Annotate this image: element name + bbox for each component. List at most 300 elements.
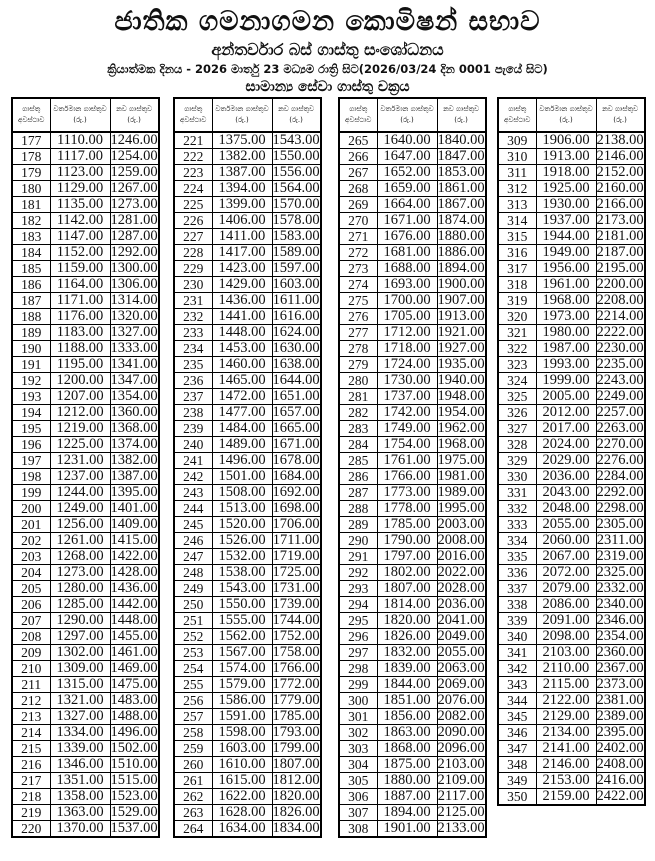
new-fare-cell: 2166.00 bbox=[596, 196, 644, 212]
current-fare-cell: 1460.00 bbox=[212, 357, 272, 373]
table-row bbox=[12, 421, 159, 437]
new-fare-cell: 1543.00 bbox=[272, 132, 320, 148]
fare-stage-cell: 275 bbox=[339, 293, 377, 309]
table-row bbox=[12, 629, 159, 645]
fare-stage-cell: 225 bbox=[174, 197, 212, 213]
new-fare-cell: 2181.00 bbox=[596, 228, 644, 244]
table-row bbox=[174, 245, 321, 261]
table-row bbox=[498, 245, 645, 261]
current-fare-cell: 1761.00 bbox=[377, 453, 437, 469]
new-fare-cell: 2222.00 bbox=[596, 324, 644, 340]
current-fare-cell: 1749.00 bbox=[377, 421, 437, 437]
fare-stage-cell: 330 bbox=[498, 469, 536, 485]
fare-stage-cell: 271 bbox=[339, 229, 377, 245]
current-fare-cell: 2036.00 bbox=[536, 469, 596, 485]
current-fare-cell: 1647.00 bbox=[377, 149, 437, 165]
fare-stage-cell: 267 bbox=[339, 165, 377, 181]
table-row bbox=[498, 229, 645, 245]
new-fare-cell: 2230.00 bbox=[596, 340, 644, 356]
fare-stage-cell: 303 bbox=[339, 741, 377, 757]
fare-stage-cell: 340 bbox=[498, 629, 536, 645]
fare-stage-cell: 250 bbox=[174, 597, 212, 613]
new-fare-cell: 1766.00 bbox=[272, 660, 320, 676]
current-fare-cell: 2017.00 bbox=[536, 421, 596, 437]
current-fare-cell: 1797.00 bbox=[377, 549, 437, 565]
fare-stage-cell: 280 bbox=[339, 373, 377, 389]
current-fare-cell: 1142.00 bbox=[50, 213, 110, 229]
new-fare-cell: 1428.00 bbox=[110, 564, 158, 580]
new-fare-cell: 2063.00 bbox=[437, 660, 485, 676]
fare-stage-cell: 318 bbox=[498, 277, 536, 293]
fare-stage-cell: 235 bbox=[174, 357, 212, 373]
new-fare-cell: 1711.00 bbox=[272, 532, 320, 548]
fare-stage-cell: 341 bbox=[498, 645, 536, 661]
fare-stage-cell: 200 bbox=[12, 501, 50, 517]
table-row bbox=[12, 469, 159, 485]
fare-stage-cell: 278 bbox=[339, 341, 377, 357]
fare-stage-cell: 193 bbox=[12, 389, 50, 405]
new-fare-cell: 1368.00 bbox=[110, 420, 158, 436]
fare-stage-cell: 223 bbox=[174, 165, 212, 181]
table-row bbox=[498, 261, 645, 277]
new-fare-cell: 1657.00 bbox=[272, 404, 320, 420]
fare-stage-cell: 270 bbox=[339, 213, 377, 229]
table-row bbox=[339, 325, 486, 341]
new-fare-cell: 1981.00 bbox=[437, 468, 485, 484]
fare-stage-cell: 220 bbox=[12, 821, 50, 838]
current-fare-cell: 1742.00 bbox=[377, 405, 437, 421]
fare-stage-cell: 339 bbox=[498, 613, 536, 629]
current-fare-cell: 1543.00 bbox=[212, 581, 272, 597]
current-fare-cell: 1351.00 bbox=[50, 773, 110, 789]
table-row bbox=[174, 389, 321, 405]
current-fare-cell: 1718.00 bbox=[377, 341, 437, 357]
table-row bbox=[339, 613, 486, 629]
fare-stage-cell: 284 bbox=[339, 437, 377, 453]
new-fare-cell: 1968.00 bbox=[437, 436, 485, 452]
current-fare-cell: 1832.00 bbox=[377, 645, 437, 661]
current-fare-cell: 1586.00 bbox=[212, 693, 272, 709]
new-fare-cell: 1320.00 bbox=[110, 308, 158, 324]
fare-stage-cell: 228 bbox=[174, 245, 212, 261]
fare-stage-cell: 213 bbox=[12, 709, 50, 725]
fare-stage-cell: 261 bbox=[174, 773, 212, 789]
table-row bbox=[498, 549, 645, 565]
table-row bbox=[174, 213, 321, 229]
table-row bbox=[12, 309, 159, 325]
new-fare-cell: 2096.00 bbox=[437, 740, 485, 756]
fare-stage-cell: 180 bbox=[12, 181, 50, 197]
new-fare-cell: 1847.00 bbox=[437, 148, 485, 164]
current-fare-cell: 1987.00 bbox=[536, 341, 596, 357]
table-row bbox=[339, 181, 486, 197]
current-fare-cell: 1700.00 bbox=[377, 293, 437, 309]
table-row bbox=[498, 517, 645, 533]
table-row bbox=[339, 453, 486, 469]
table-row bbox=[339, 693, 486, 709]
fare-stage-cell: 332 bbox=[498, 501, 536, 517]
current-fare-cell: 1579.00 bbox=[212, 677, 272, 693]
fare-stage-cell: 233 bbox=[174, 325, 212, 341]
fare-stage-cell: 304 bbox=[339, 757, 377, 773]
current-fare-cell: 1880.00 bbox=[377, 773, 437, 789]
table-row bbox=[339, 549, 486, 565]
table-row bbox=[174, 469, 321, 485]
fare-stage-cell: 350 bbox=[498, 789, 536, 806]
table-row bbox=[339, 485, 486, 501]
new-fare-cell: 1360.00 bbox=[110, 404, 158, 420]
current-fare-cell: 2134.00 bbox=[536, 725, 596, 741]
current-fare-cell: 1856.00 bbox=[377, 709, 437, 725]
current-fare-cell: 1256.00 bbox=[50, 517, 110, 533]
table-row bbox=[339, 469, 486, 485]
table-row bbox=[498, 213, 645, 229]
new-fare-cell: 1254.00 bbox=[110, 148, 158, 164]
table-row bbox=[174, 341, 321, 357]
current-fare-cell: 1231.00 bbox=[50, 453, 110, 469]
new-fare-cell: 1731.00 bbox=[272, 580, 320, 596]
column-header-stage: ගාස්තු අවස්ථාව bbox=[498, 98, 536, 132]
fare-stage-cell: 248 bbox=[174, 565, 212, 581]
table-row bbox=[174, 229, 321, 245]
current-fare-cell: 1826.00 bbox=[377, 629, 437, 645]
current-fare-cell: 1712.00 bbox=[377, 325, 437, 341]
column-header-stage: ගාස්තු අවස්ථාව bbox=[339, 98, 377, 132]
current-fare-cell: 1968.00 bbox=[536, 293, 596, 309]
current-fare-cell: 1346.00 bbox=[50, 757, 110, 773]
new-fare-cell: 2243.00 bbox=[596, 372, 644, 388]
new-fare-cell: 1515.00 bbox=[110, 772, 158, 788]
current-fare-cell: 1297.00 bbox=[50, 629, 110, 645]
table-row bbox=[498, 373, 645, 389]
table-row bbox=[174, 773, 321, 789]
fare-stage-cell: 239 bbox=[174, 421, 212, 437]
fare-stage-cell: 249 bbox=[174, 581, 212, 597]
current-fare-cell: 1622.00 bbox=[212, 789, 272, 805]
fare-stage-cell: 197 bbox=[12, 453, 50, 469]
current-fare-cell: 1171.00 bbox=[50, 293, 110, 309]
table-row bbox=[12, 565, 159, 581]
new-fare-cell: 2311.00 bbox=[596, 532, 644, 548]
current-fare-cell: 2103.00 bbox=[536, 645, 596, 661]
current-fare-cell: 1956.00 bbox=[536, 261, 596, 277]
current-fare-cell: 1436.00 bbox=[212, 293, 272, 309]
new-fare-cell: 2200.00 bbox=[596, 276, 644, 292]
table-row bbox=[174, 437, 321, 453]
current-fare-cell: 1513.00 bbox=[212, 501, 272, 517]
fare-stage-cell: 191 bbox=[12, 357, 50, 373]
current-fare-cell: 1147.00 bbox=[50, 229, 110, 245]
table-row bbox=[339, 149, 486, 165]
table-row bbox=[12, 517, 159, 533]
new-fare-cell: 1954.00 bbox=[437, 404, 485, 420]
column-header-new-fare: නව ගාස්තුව (රු.) bbox=[272, 98, 321, 132]
new-fare-cell: 2022.00 bbox=[437, 564, 485, 580]
table-row bbox=[498, 469, 645, 485]
table-row bbox=[12, 757, 159, 773]
current-fare-cell: 1664.00 bbox=[377, 197, 437, 213]
current-fare-cell: 1778.00 bbox=[377, 501, 437, 517]
table-row bbox=[174, 821, 321, 838]
fare-stage-cell: 279 bbox=[339, 357, 377, 373]
new-fare-cell: 1779.00 bbox=[272, 692, 320, 708]
table-row bbox=[12, 773, 159, 789]
fare-stage-cell: 262 bbox=[174, 789, 212, 805]
new-fare-cell: 1940.00 bbox=[437, 372, 485, 388]
table-row bbox=[12, 709, 159, 725]
new-fare-cell: 1475.00 bbox=[110, 676, 158, 692]
fare-stage-cell: 190 bbox=[12, 341, 50, 357]
table-row bbox=[498, 709, 645, 725]
current-fare-cell: 2153.00 bbox=[536, 773, 596, 789]
new-fare-cell: 2298.00 bbox=[596, 500, 644, 516]
fare-stage-cell: 255 bbox=[174, 677, 212, 693]
new-fare-cell: 2214.00 bbox=[596, 308, 644, 324]
new-fare-cell: 1752.00 bbox=[272, 628, 320, 644]
new-fare-cell: 2305.00 bbox=[596, 516, 644, 532]
current-fare-cell: 1183.00 bbox=[50, 325, 110, 341]
current-fare-cell: 1423.00 bbox=[212, 261, 272, 277]
table-row bbox=[12, 293, 159, 309]
current-fare-cell: 2122.00 bbox=[536, 693, 596, 709]
document-subtitle: අන්තර්වාර බස් ගාස්තු සංශෝධනය bbox=[211, 40, 444, 59]
table-row bbox=[174, 325, 321, 341]
fare-stage-cell: 182 bbox=[12, 213, 50, 229]
table-row bbox=[339, 389, 486, 405]
new-fare-cell: 2263.00 bbox=[596, 420, 644, 436]
fare-stage-cell: 300 bbox=[339, 693, 377, 709]
column-header-current-fare: වර්තමාන ගාස්තුව (රු.) bbox=[377, 98, 437, 132]
new-fare-cell: 1483.00 bbox=[110, 692, 158, 708]
new-fare-cell: 1267.00 bbox=[110, 180, 158, 196]
new-fare-cell: 1861.00 bbox=[437, 180, 485, 196]
effective-date-line: ක්‍රියාත්මක දිනය - 2026 මාර්තු 23 මධ්‍යම රාත්‍රි සිට(2026/03/24 දින 0001 පැයේ සිට) bbox=[107, 62, 548, 76]
new-fare-cell: 1287.00 bbox=[110, 228, 158, 244]
table-row bbox=[12, 501, 159, 517]
table-row bbox=[12, 245, 159, 261]
table-row bbox=[339, 821, 486, 838]
table-row bbox=[174, 677, 321, 693]
table-row bbox=[174, 501, 321, 517]
fare-stage-cell: 221 bbox=[174, 132, 212, 149]
new-fare-cell: 2346.00 bbox=[596, 612, 644, 628]
table-row bbox=[498, 757, 645, 773]
table-row bbox=[12, 341, 159, 357]
current-fare-cell: 1863.00 bbox=[377, 725, 437, 741]
fare-stage-cell: 231 bbox=[174, 293, 212, 309]
table-row bbox=[498, 341, 645, 357]
new-fare-cell: 1853.00 bbox=[437, 164, 485, 180]
new-fare-cell: 1603.00 bbox=[272, 276, 320, 292]
fare-stage-cell: 237 bbox=[174, 389, 212, 405]
table-row bbox=[339, 197, 486, 213]
table-row bbox=[174, 805, 321, 821]
table-row bbox=[12, 597, 159, 613]
table-row bbox=[12, 325, 159, 341]
column-header-new-fare: නව ගාස්තුව (රු.) bbox=[110, 98, 159, 132]
table-row bbox=[12, 581, 159, 597]
fare-stage-cell: 307 bbox=[339, 805, 377, 821]
table-row bbox=[339, 565, 486, 581]
fare-stage-cell: 301 bbox=[339, 709, 377, 725]
table-row bbox=[339, 437, 486, 453]
new-fare-cell: 1583.00 bbox=[272, 228, 320, 244]
new-fare-cell: 2016.00 bbox=[437, 548, 485, 564]
fare-stage-cell: 320 bbox=[498, 309, 536, 325]
new-fare-cell: 1616.00 bbox=[272, 308, 320, 324]
current-fare-cell: 1773.00 bbox=[377, 485, 437, 501]
fare-stage-cell: 241 bbox=[174, 453, 212, 469]
table-row bbox=[174, 132, 321, 149]
current-fare-cell: 1261.00 bbox=[50, 533, 110, 549]
new-fare-cell: 1706.00 bbox=[272, 516, 320, 532]
table-row bbox=[12, 533, 159, 549]
current-fare-cell: 1844.00 bbox=[377, 677, 437, 693]
new-fare-cell: 1900.00 bbox=[437, 276, 485, 292]
new-fare-cell: 1409.00 bbox=[110, 516, 158, 532]
current-fare-cell: 1429.00 bbox=[212, 277, 272, 293]
new-fare-cell: 1894.00 bbox=[437, 260, 485, 276]
fare-stage-cell: 293 bbox=[339, 581, 377, 597]
new-fare-cell: 1510.00 bbox=[110, 756, 158, 772]
fare-stage-cell: 232 bbox=[174, 309, 212, 325]
current-fare-cell: 1339.00 bbox=[50, 741, 110, 757]
fare-stage-cell: 181 bbox=[12, 197, 50, 213]
new-fare-cell: 2340.00 bbox=[596, 596, 644, 612]
current-fare-cell: 1785.00 bbox=[377, 517, 437, 533]
current-fare-cell: 1737.00 bbox=[377, 389, 437, 405]
table-row bbox=[174, 789, 321, 805]
new-fare-cell: 2138.00 bbox=[596, 132, 644, 148]
table-row bbox=[498, 149, 645, 165]
new-fare-cell: 2389.00 bbox=[596, 708, 644, 724]
table-row bbox=[339, 501, 486, 517]
current-fare-cell: 1152.00 bbox=[50, 245, 110, 261]
fare-stage-cell: 323 bbox=[498, 357, 536, 373]
fare-stage-cell: 337 bbox=[498, 581, 536, 597]
table-row bbox=[498, 565, 645, 581]
fare-stage-cell: 214 bbox=[12, 725, 50, 741]
fare-stage-cell: 216 bbox=[12, 757, 50, 773]
table-row bbox=[12, 261, 159, 277]
new-fare-cell: 2152.00 bbox=[596, 164, 644, 180]
current-fare-cell: 1820.00 bbox=[377, 613, 437, 629]
fare-stage-cell: 344 bbox=[498, 693, 536, 709]
new-fare-cell: 1564.00 bbox=[272, 180, 320, 196]
table-row bbox=[339, 277, 486, 293]
table-row bbox=[339, 357, 486, 373]
table-row bbox=[12, 149, 159, 165]
new-fare-cell: 2008.00 bbox=[437, 532, 485, 548]
fare-stage-cell: 243 bbox=[174, 485, 212, 501]
new-fare-cell: 1589.00 bbox=[272, 244, 320, 260]
current-fare-cell: 2079.00 bbox=[536, 581, 596, 597]
new-fare-cell: 1292.00 bbox=[110, 244, 158, 260]
table-row bbox=[12, 661, 159, 677]
current-fare-cell: 1363.00 bbox=[50, 805, 110, 821]
new-fare-cell: 1327.00 bbox=[110, 324, 158, 340]
current-fare-cell: 1574.00 bbox=[212, 661, 272, 677]
current-fare-cell: 1465.00 bbox=[212, 373, 272, 389]
table-row bbox=[498, 725, 645, 741]
current-fare-cell: 1640.00 bbox=[377, 132, 437, 149]
fare-stage-cell: 247 bbox=[174, 549, 212, 565]
table-row bbox=[12, 373, 159, 389]
table-row bbox=[498, 629, 645, 645]
fare-stage-cell: 194 bbox=[12, 405, 50, 421]
new-fare-cell: 1913.00 bbox=[437, 308, 485, 324]
current-fare-cell: 1705.00 bbox=[377, 309, 437, 325]
new-fare-cell: 1442.00 bbox=[110, 596, 158, 612]
table-row bbox=[174, 309, 321, 325]
fare-stage-cell: 253 bbox=[174, 645, 212, 661]
current-fare-cell: 1598.00 bbox=[212, 725, 272, 741]
current-fare-cell: 1875.00 bbox=[377, 757, 437, 773]
fare-stage-cell: 272 bbox=[339, 245, 377, 261]
current-fare-cell: 1472.00 bbox=[212, 389, 272, 405]
table-row bbox=[12, 357, 159, 373]
current-fare-cell: 1453.00 bbox=[212, 341, 272, 357]
fare-stage-cell: 244 bbox=[174, 501, 212, 517]
current-fare-cell: 1730.00 bbox=[377, 373, 437, 389]
new-fare-cell: 2367.00 bbox=[596, 660, 644, 676]
current-fare-cell: 1634.00 bbox=[212, 821, 272, 838]
fare-stage-cell: 309 bbox=[498, 132, 536, 149]
fare-stage-cell: 188 bbox=[12, 309, 50, 325]
new-fare-cell: 2292.00 bbox=[596, 484, 644, 500]
new-fare-cell: 2422.00 bbox=[596, 788, 644, 804]
new-fare-cell: 1333.00 bbox=[110, 340, 158, 356]
fare-stage-cell: 212 bbox=[12, 693, 50, 709]
current-fare-cell: 1724.00 bbox=[377, 357, 437, 373]
fare-stage-cell: 286 bbox=[339, 469, 377, 485]
new-fare-cell: 1907.00 bbox=[437, 292, 485, 308]
fare-stage-cell: 210 bbox=[12, 661, 50, 677]
fare-stage-cell: 277 bbox=[339, 325, 377, 341]
fare-table-1 bbox=[11, 97, 160, 838]
new-fare-cell: 1638.00 bbox=[272, 356, 320, 372]
table-row bbox=[339, 165, 486, 181]
current-fare-cell: 1628.00 bbox=[212, 805, 272, 821]
table-row bbox=[174, 597, 321, 613]
current-fare-cell: 1334.00 bbox=[50, 725, 110, 741]
current-fare-cell: 1925.00 bbox=[536, 181, 596, 197]
current-fare-cell: 2067.00 bbox=[536, 549, 596, 565]
current-fare-cell: 1659.00 bbox=[377, 181, 437, 197]
current-fare-cell: 2146.00 bbox=[536, 757, 596, 773]
new-fare-cell: 1927.00 bbox=[437, 340, 485, 356]
fare-stage-cell: 327 bbox=[498, 421, 536, 437]
table-row bbox=[339, 805, 486, 821]
current-fare-cell: 1851.00 bbox=[377, 693, 437, 709]
table-row bbox=[174, 533, 321, 549]
fare-stage-cell: 349 bbox=[498, 773, 536, 789]
new-fare-cell: 1989.00 bbox=[437, 484, 485, 500]
current-fare-cell: 1123.00 bbox=[50, 165, 110, 181]
column-header-stage: ගාස්තු අවස්ථාව bbox=[12, 98, 50, 132]
fare-stage-cell: 317 bbox=[498, 261, 536, 277]
table-row bbox=[12, 437, 159, 453]
fare-stage-cell: 202 bbox=[12, 533, 50, 549]
new-fare-cell: 1725.00 bbox=[272, 564, 320, 580]
fare-stage-cell: 208 bbox=[12, 629, 50, 645]
fare-stage-cell: 325 bbox=[498, 389, 536, 405]
fare-stage-cell: 252 bbox=[174, 629, 212, 645]
fare-stage-cell: 292 bbox=[339, 565, 377, 581]
new-fare-cell: 2055.00 bbox=[437, 644, 485, 660]
table-row bbox=[174, 181, 321, 197]
new-fare-cell: 1488.00 bbox=[110, 708, 158, 724]
